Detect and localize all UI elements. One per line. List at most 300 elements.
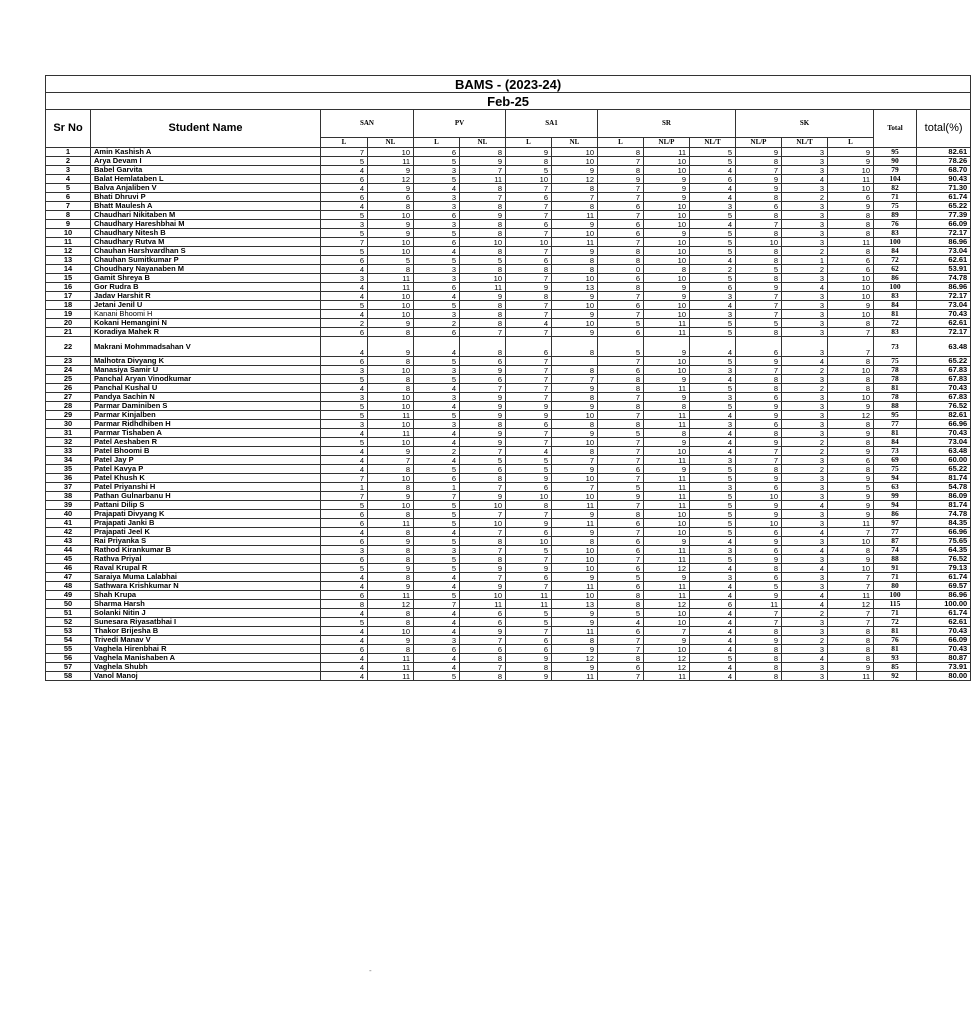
- attendance-cell: 9: [828, 148, 874, 157]
- attendance-cell: 9: [736, 357, 782, 366]
- attendance-cell: 9: [368, 229, 414, 238]
- attendance-cell: 10: [368, 247, 414, 256]
- attendance-cell: 9: [368, 537, 414, 546]
- attendance-cell: 6: [460, 375, 506, 384]
- total-cell: 77: [874, 528, 917, 537]
- table-row: [46, 591, 971, 600]
- attendance-cell: 9: [552, 618, 598, 627]
- attendance-cell: 8: [828, 211, 874, 220]
- attendance-cell: 9: [552, 429, 598, 438]
- total-cell: 76: [874, 220, 917, 229]
- attendance-cell: 5: [598, 337, 644, 357]
- student-name-cell: Makrani Mohmmadsahan V: [91, 337, 321, 357]
- sr-no-cell: 1: [46, 148, 91, 157]
- table-row: [46, 528, 971, 537]
- attendance-cell: 6: [506, 528, 552, 537]
- total-percent-cell: 73.04: [917, 301, 971, 310]
- attendance-cell: 3: [782, 337, 828, 357]
- attendance-cell: 4: [414, 184, 460, 193]
- total-cell: 100: [874, 238, 917, 247]
- attendance-cell: 8: [368, 375, 414, 384]
- total-percent-cell: 86.96: [917, 591, 971, 600]
- total-cell: 90: [874, 157, 917, 166]
- sr-no-cell: 30: [46, 420, 91, 429]
- student-name-cell: Vaghela Manishaben A: [91, 654, 321, 663]
- total-percent-cell: 72.17: [917, 292, 971, 301]
- table-row: [46, 555, 971, 564]
- attendance-cell: 6: [736, 337, 782, 357]
- total-cell: 78: [874, 375, 917, 384]
- sr-no-cell: 17: [46, 292, 91, 301]
- attendance-cell: 0: [598, 265, 644, 274]
- table-row: [46, 654, 971, 663]
- attendance-cell: 9: [552, 247, 598, 256]
- attendance-cell: 8: [828, 247, 874, 256]
- total-percent-cell: 78.26: [917, 157, 971, 166]
- attendance-cell: 5: [598, 573, 644, 582]
- attendance-cell: 7: [736, 456, 782, 465]
- total-cell: 95: [874, 148, 917, 157]
- attendance-cell: 6: [598, 465, 644, 474]
- total-percent-cell: 76.52: [917, 555, 971, 564]
- attendance-cell: 3: [690, 393, 736, 402]
- attendance-cell: 3: [690, 310, 736, 319]
- attendance-cell: 7: [460, 663, 506, 672]
- attendance-cell: 8: [828, 220, 874, 229]
- sub-column-header: NL/T: [690, 138, 736, 148]
- attendance-cell: 2: [782, 366, 828, 375]
- attendance-cell: 9: [736, 148, 782, 157]
- attendance-cell: 6: [736, 483, 782, 492]
- attendance-cell: 6: [414, 328, 460, 337]
- total-percent-cell: 66.96: [917, 420, 971, 429]
- total-cell: 83: [874, 328, 917, 337]
- attendance-cell: 10: [368, 310, 414, 319]
- attendance-cell: 6: [598, 202, 644, 211]
- total-percent-cell: 86.09: [917, 492, 971, 501]
- total-percent-cell: 77.39: [917, 211, 971, 220]
- student-name-cell: Panchal Aryan Vinodkumar: [91, 375, 321, 384]
- attendance-cell: 4: [690, 375, 736, 384]
- attendance-cell: 11: [368, 429, 414, 438]
- sr-no-cell: 51: [46, 609, 91, 618]
- attendance-cell: 5: [690, 474, 736, 483]
- attendance-cell: 4: [690, 438, 736, 447]
- attendance-cell: 6: [321, 510, 368, 519]
- attendance-cell: 9: [644, 393, 690, 402]
- attendance-cell: 6: [321, 645, 368, 654]
- attendance-cell: 3: [321, 274, 368, 283]
- attendance-cell: 9: [460, 411, 506, 420]
- attendance-cell: 7: [414, 492, 460, 501]
- attendance-cell: 7: [598, 501, 644, 510]
- attendance-cell: 5: [414, 301, 460, 310]
- student-name-cell: Patel Jay P: [91, 456, 321, 465]
- attendance-cell: 5: [414, 465, 460, 474]
- attendance-cell: 8: [460, 202, 506, 211]
- attendance-cell: 7: [828, 573, 874, 582]
- attendance-cell: 3: [782, 220, 828, 229]
- attendance-cell: 5: [690, 384, 736, 393]
- attendance-cell: 9: [552, 528, 598, 537]
- attendance-cell: 5: [690, 148, 736, 157]
- total-cell: 71: [874, 193, 917, 202]
- attendance-cell: 3: [782, 456, 828, 465]
- student-name-cell: Thakor Brijesha B: [91, 627, 321, 636]
- attendance-cell: 9: [506, 519, 552, 528]
- attendance-cell: 7: [321, 474, 368, 483]
- attendance-cell: 8: [368, 609, 414, 618]
- attendance-cell: 5: [506, 618, 552, 627]
- total-percent-cell: 80.87: [917, 654, 971, 663]
- total-percent-cell: 66.09: [917, 220, 971, 229]
- table-row: [46, 663, 971, 672]
- attendance-cell: 7: [506, 328, 552, 337]
- total-cell: 71: [874, 609, 917, 618]
- attendance-cell: 10: [552, 546, 598, 555]
- attendance-cell: 4: [782, 591, 828, 600]
- attendance-cell: 4: [321, 627, 368, 636]
- attendance-cell: 12: [552, 175, 598, 184]
- attendance-cell: 3: [414, 310, 460, 319]
- attendance-cell: 7: [598, 636, 644, 645]
- total-cell: 81: [874, 310, 917, 319]
- sub-column-header: L: [414, 138, 460, 148]
- attendance-cell: 4: [690, 166, 736, 175]
- table-row: [46, 393, 971, 402]
- total-cell: 73: [874, 447, 917, 456]
- sr-no-cell: 19: [46, 310, 91, 319]
- attendance-cell: 4: [321, 265, 368, 274]
- sr-no-cell: 7: [46, 202, 91, 211]
- total-cell: 89: [874, 211, 917, 220]
- total-cell: 80: [874, 582, 917, 591]
- sr-no-cell: 41: [46, 519, 91, 528]
- attendance-cell: 5: [414, 591, 460, 600]
- total-percent-cell: 63.48: [917, 337, 971, 357]
- sr-no-cell: 45: [46, 555, 91, 564]
- attendance-cell: 7: [506, 274, 552, 283]
- attendance-cell: 4: [321, 528, 368, 537]
- attendance-cell: 3: [782, 582, 828, 591]
- attendance-cell: 8: [828, 627, 874, 636]
- attendance-cell: 13: [552, 600, 598, 609]
- attendance-cell: 9: [736, 636, 782, 645]
- total-percent-cell: 73.91: [917, 663, 971, 672]
- attendance-cell: 11: [644, 582, 690, 591]
- attendance-cell: 7: [460, 546, 506, 555]
- table-row: [46, 564, 971, 573]
- student-name-cell: Sharma Harsh: [91, 600, 321, 609]
- attendance-cell: 8: [736, 429, 782, 438]
- student-name-cell: Chauhan Harshvardhan S: [91, 247, 321, 256]
- student-name-cell: Vanol Manoj: [91, 672, 321, 681]
- attendance-cell: 10: [828, 366, 874, 375]
- attendance-cell: 11: [828, 672, 874, 681]
- attendance-cell: 8: [368, 483, 414, 492]
- attendance-cell: 5: [690, 319, 736, 328]
- attendance-cell: 7: [552, 375, 598, 384]
- table-row: [46, 573, 971, 582]
- total-percent-cell: 90.43: [917, 175, 971, 184]
- total-percent-cell: 72.17: [917, 229, 971, 238]
- attendance-cell: 4: [782, 654, 828, 663]
- total-cell: 92: [874, 672, 917, 681]
- attendance-cell: 7: [506, 202, 552, 211]
- attendance-cell: 7: [506, 357, 552, 366]
- attendance-cell: 7: [321, 148, 368, 157]
- attendance-cell: 4: [690, 220, 736, 229]
- attendance-cell: 10: [368, 402, 414, 411]
- attendance-cell: 8: [506, 265, 552, 274]
- total-cell: 97: [874, 519, 917, 528]
- attendance-cell: 11: [644, 501, 690, 510]
- total-percent-cell: 76.52: [917, 402, 971, 411]
- attendance-cell: 6: [598, 564, 644, 573]
- attendance-cell: 8: [460, 229, 506, 238]
- attendance-cell: 8: [736, 672, 782, 681]
- attendance-cell: 9: [460, 366, 506, 375]
- attendance-cell: 10: [368, 301, 414, 310]
- attendance-cell: 10: [644, 528, 690, 537]
- attendance-cell: 8: [368, 528, 414, 537]
- total-percent-cell: 70.43: [917, 627, 971, 636]
- table-row: [46, 429, 971, 438]
- attendance-cell: 9: [736, 184, 782, 193]
- table-row: [46, 456, 971, 465]
- attendance-cell: 4: [782, 564, 828, 573]
- attendance-cell: 9: [644, 292, 690, 301]
- attendance-cell: 6: [736, 202, 782, 211]
- attendance-cell: 7: [506, 310, 552, 319]
- student-name-cell: Parmar Ridhdhiben H: [91, 420, 321, 429]
- sub-column-header: NL/T: [782, 138, 828, 148]
- total-percent-cell: 66.96: [917, 528, 971, 537]
- total-cell: 93: [874, 654, 917, 663]
- total-cell: 88: [874, 555, 917, 564]
- attendance-cell: 5: [414, 501, 460, 510]
- attendance-cell: 10: [828, 292, 874, 301]
- table-row: [46, 274, 971, 283]
- attendance-cell: 10: [736, 238, 782, 247]
- student-name-cell: Raval Krupal R: [91, 564, 321, 573]
- attendance-cell: 8: [552, 636, 598, 645]
- attendance-cell: 7: [506, 301, 552, 310]
- attendance-cell: 9: [506, 654, 552, 663]
- attendance-cell: 9: [736, 474, 782, 483]
- student-name-cell: Kokani Hemangini N: [91, 319, 321, 328]
- attendance-cell: 11: [644, 483, 690, 492]
- attendance-cell: 9: [506, 148, 552, 157]
- attendance-cell: 4: [414, 663, 460, 672]
- attendance-cell: 9: [368, 166, 414, 175]
- attendance-cell: 7: [736, 301, 782, 310]
- attendance-cell: 5: [690, 654, 736, 663]
- student-name-cell: Patel Bhoomi B: [91, 447, 321, 456]
- table-row: [46, 438, 971, 447]
- sr-no-cell: 35: [46, 465, 91, 474]
- attendance-cell: 7: [460, 483, 506, 492]
- table-row: [46, 618, 971, 627]
- attendance-cell: 8: [828, 438, 874, 447]
- student-name-cell: Malhotra Divyang K: [91, 357, 321, 366]
- attendance-cell: 4: [690, 447, 736, 456]
- attendance-cell: 10: [828, 393, 874, 402]
- attendance-cell: 4: [598, 618, 644, 627]
- sr-no-cell: 9: [46, 220, 91, 229]
- total-percent-cell: 65.22: [917, 465, 971, 474]
- attendance-cell: 4: [690, 627, 736, 636]
- attendance-cell: 11: [828, 238, 874, 247]
- sr-no-cell: 50: [46, 600, 91, 609]
- attendance-cell: 10: [644, 609, 690, 618]
- total-percent-cell: 84.35: [917, 519, 971, 528]
- total-percent-cell: 80.00: [917, 672, 971, 681]
- attendance-cell: 11: [368, 591, 414, 600]
- attendance-cell: 4: [321, 672, 368, 681]
- attendance-cell: 11: [644, 411, 690, 420]
- attendance-cell: 7: [506, 375, 552, 384]
- total-cell: 72: [874, 319, 917, 328]
- attendance-cell: 10: [644, 157, 690, 166]
- attendance-cell: 6: [690, 600, 736, 609]
- sr-no-cell: 29: [46, 411, 91, 420]
- attendance-cell: 6: [414, 283, 460, 292]
- sr-no-cell: 46: [46, 564, 91, 573]
- total-cell: 85: [874, 663, 917, 672]
- attendance-cell: 9: [460, 402, 506, 411]
- attendance-cell: 10: [506, 492, 552, 501]
- attendance-cell: 8: [598, 283, 644, 292]
- attendance-cell: 6: [506, 193, 552, 202]
- attendance-cell: 7: [598, 528, 644, 537]
- student-name-cell: Rathod Kirankumar B: [91, 546, 321, 555]
- attendance-cell: 8: [552, 366, 598, 375]
- attendance-cell: 5: [321, 501, 368, 510]
- sheet-month: Feb-25: [46, 93, 971, 110]
- attendance-cell: 9: [552, 220, 598, 229]
- attendance-cell: 9: [506, 474, 552, 483]
- table-row: [46, 627, 971, 636]
- attendance-cell: 9: [506, 564, 552, 573]
- attendance-cell: 9: [368, 184, 414, 193]
- total-cell: 63: [874, 483, 917, 492]
- attendance-cell: 6: [460, 357, 506, 366]
- total-percent-cell: 54.78: [917, 483, 971, 492]
- attendance-cell: 8: [598, 402, 644, 411]
- attendance-cell: 5: [321, 402, 368, 411]
- attendance-cell: 8: [506, 663, 552, 672]
- sr-no-cell: 2: [46, 157, 91, 166]
- attendance-cell: 8: [552, 447, 598, 456]
- attendance-cell: 8: [506, 501, 552, 510]
- attendance-cell: 4: [321, 429, 368, 438]
- attendance-cell: 9: [368, 447, 414, 456]
- attendance-cell: 4: [782, 283, 828, 292]
- attendance-cell: 5: [414, 537, 460, 546]
- table-row: [46, 328, 971, 337]
- attendance-cell: 8: [368, 202, 414, 211]
- attendance-cell: 7: [828, 582, 874, 591]
- attendance-cell: 2: [782, 247, 828, 256]
- total-percent-cell: 70.43: [917, 384, 971, 393]
- attendance-cell: 3: [782, 157, 828, 166]
- attendance-cell: 4: [690, 645, 736, 654]
- attendance-cell: 2: [782, 384, 828, 393]
- sr-no-cell: 55: [46, 645, 91, 654]
- attendance-cell: 11: [368, 654, 414, 663]
- sr-no-cell: 24: [46, 366, 91, 375]
- student-name-cell: Chaudhary Hareshbhai M: [91, 220, 321, 229]
- attendance-cell: 4: [690, 591, 736, 600]
- table-row: [46, 636, 971, 645]
- attendance-cell: 10: [644, 256, 690, 265]
- attendance-cell: 6: [321, 357, 368, 366]
- attendance-cell: 3: [690, 420, 736, 429]
- attendance-cell: 3: [782, 474, 828, 483]
- attendance-cell: 10: [552, 411, 598, 420]
- total-header: Total: [874, 110, 917, 148]
- sr-no-cell: 58: [46, 672, 91, 681]
- attendance-cell: 6: [321, 328, 368, 337]
- attendance-cell: 8: [828, 357, 874, 366]
- attendance-cell: 3: [414, 166, 460, 175]
- attendance-cell: 6: [506, 573, 552, 582]
- student-name-cell: Patel Kavya P: [91, 465, 321, 474]
- attendance-cell: 6: [460, 465, 506, 474]
- attendance-cell: 7: [736, 366, 782, 375]
- attendance-cell: 5: [414, 175, 460, 184]
- attendance-cell: 5: [598, 429, 644, 438]
- total-cell: 62: [874, 265, 917, 274]
- student-name-cell: Prajapati Jeel K: [91, 528, 321, 537]
- sr-no-cell: 12: [46, 247, 91, 256]
- attendance-cell: 8: [598, 166, 644, 175]
- attendance-cell: 9: [644, 283, 690, 292]
- attendance-cell: 5: [414, 157, 460, 166]
- attendance-cell: 4: [321, 582, 368, 591]
- sr-no-cell: 13: [46, 256, 91, 265]
- attendance-cell: 7: [598, 211, 644, 220]
- attendance-cell: 4: [690, 256, 736, 265]
- attendance-cell: 4: [690, 672, 736, 681]
- student-name-cell: Babel Garvita: [91, 166, 321, 175]
- attendance-cell: 5: [321, 301, 368, 310]
- total-cell: 71: [874, 573, 917, 582]
- attendance-cell: 4: [414, 337, 460, 357]
- attendance-cell: 4: [782, 175, 828, 184]
- student-name-cell: Jadav Harshit R: [91, 292, 321, 301]
- table-row: [46, 319, 971, 328]
- attendance-cell: 5: [414, 357, 460, 366]
- attendance-cell: 3: [414, 220, 460, 229]
- attendance-cell: 11: [552, 582, 598, 591]
- table-row: [46, 384, 971, 393]
- attendance-cell: 4: [782, 357, 828, 366]
- attendance-cell: 7: [552, 456, 598, 465]
- attendance-cell: 9: [460, 393, 506, 402]
- attendance-cell: 8: [368, 328, 414, 337]
- table-row: [46, 465, 971, 474]
- sr-no-cell: 4: [46, 175, 91, 184]
- attendance-cell: 11: [460, 175, 506, 184]
- attendance-cell: 8: [460, 337, 506, 357]
- student-name-cell: Gamit Shreya B: [91, 274, 321, 283]
- attendance-cell: 5: [690, 402, 736, 411]
- table-row: [46, 609, 971, 618]
- attendance-cell: 5: [690, 157, 736, 166]
- attendance-cell: 10: [736, 492, 782, 501]
